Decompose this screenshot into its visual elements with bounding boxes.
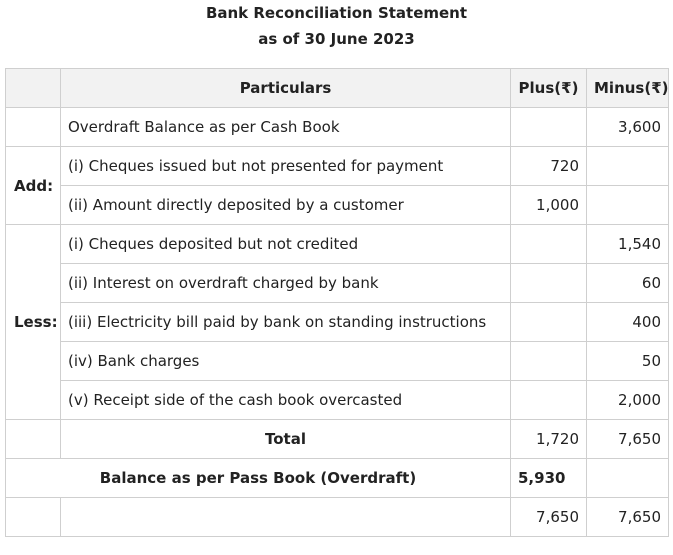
- opening-minus: 3,600: [587, 108, 669, 147]
- balance-label: Balance as per Pass Book (Overdraft): [6, 459, 511, 498]
- grand-total-minus: 7,650: [587, 498, 669, 537]
- add-item-2-minus: [587, 186, 669, 225]
- reconciliation-table: [5, 68, 669, 537]
- add-label: Add:: [6, 147, 61, 225]
- total-label: Total: [61, 420, 511, 459]
- less-item-3-minus: 400: [587, 303, 669, 342]
- less-item-4-plus: [511, 342, 587, 381]
- table-row: [6, 147, 669, 186]
- grand-total-label: [61, 498, 511, 537]
- add-item-1-plus: 720: [511, 147, 587, 186]
- less-item-2-plus: [511, 264, 587, 303]
- add-item-1-minus: [587, 147, 669, 186]
- table-row: [6, 264, 669, 303]
- add-item-2: (ii) Amount directly deposited by a customer: [61, 186, 511, 225]
- table-row: [6, 381, 669, 420]
- less-item-4-minus: 50: [587, 342, 669, 381]
- less-item-5-plus: [511, 381, 587, 420]
- opening-plus: [511, 108, 587, 147]
- less-item-5: (v) Receipt side of the cash book overcasted: [61, 381, 511, 420]
- less-item-3: (iii) Electricity bill paid by bank on standing instructions: [61, 303, 511, 342]
- less-item-4: (iv) Bank charges: [61, 342, 511, 381]
- statement-date: as of 30 June 2023: [258, 30, 415, 48]
- total-minus: 7,650: [587, 420, 669, 459]
- table-row: [6, 225, 669, 264]
- table-row: [6, 186, 669, 225]
- less-label: Less:: [6, 225, 61, 420]
- balance-plus: 5,930: [511, 459, 587, 498]
- balance-minus: [587, 459, 669, 498]
- less-item-5-minus: 2,000: [587, 381, 669, 420]
- header-minus: Minus(₹): [587, 69, 669, 108]
- add-item-1: (i) Cheques issued but not presented for payment: [61, 147, 511, 186]
- header-plus: Plus(₹): [511, 69, 587, 108]
- balance-row: [6, 459, 669, 498]
- less-item-1: (i) Cheques deposited but not credited: [61, 225, 511, 264]
- header-row: [6, 69, 669, 108]
- table-row: [6, 342, 669, 381]
- opening-particulars: Overdraft Balance as per Cash Book: [61, 108, 511, 147]
- table-row: [6, 303, 669, 342]
- less-item-3-plus: [511, 303, 587, 342]
- grand-total-plus: 7,650: [511, 498, 587, 537]
- total-plus: 1,720: [511, 420, 587, 459]
- less-item-1-plus: [511, 225, 587, 264]
- table-row: [6, 108, 669, 147]
- grand-total-row: [6, 498, 669, 537]
- statement-title: Bank Reconciliation Statement: [205, 4, 468, 22]
- less-item-2-minus: 60: [587, 264, 669, 303]
- add-item-2-plus: 1,000: [511, 186, 587, 225]
- less-item-2: (ii) Interest on overdraft charged by bank: [61, 264, 511, 303]
- total-row: [6, 420, 669, 459]
- header-particulars: Particulars: [61, 69, 511, 108]
- less-item-1-minus: 1,540: [587, 225, 669, 264]
- header-blank: [6, 69, 61, 108]
